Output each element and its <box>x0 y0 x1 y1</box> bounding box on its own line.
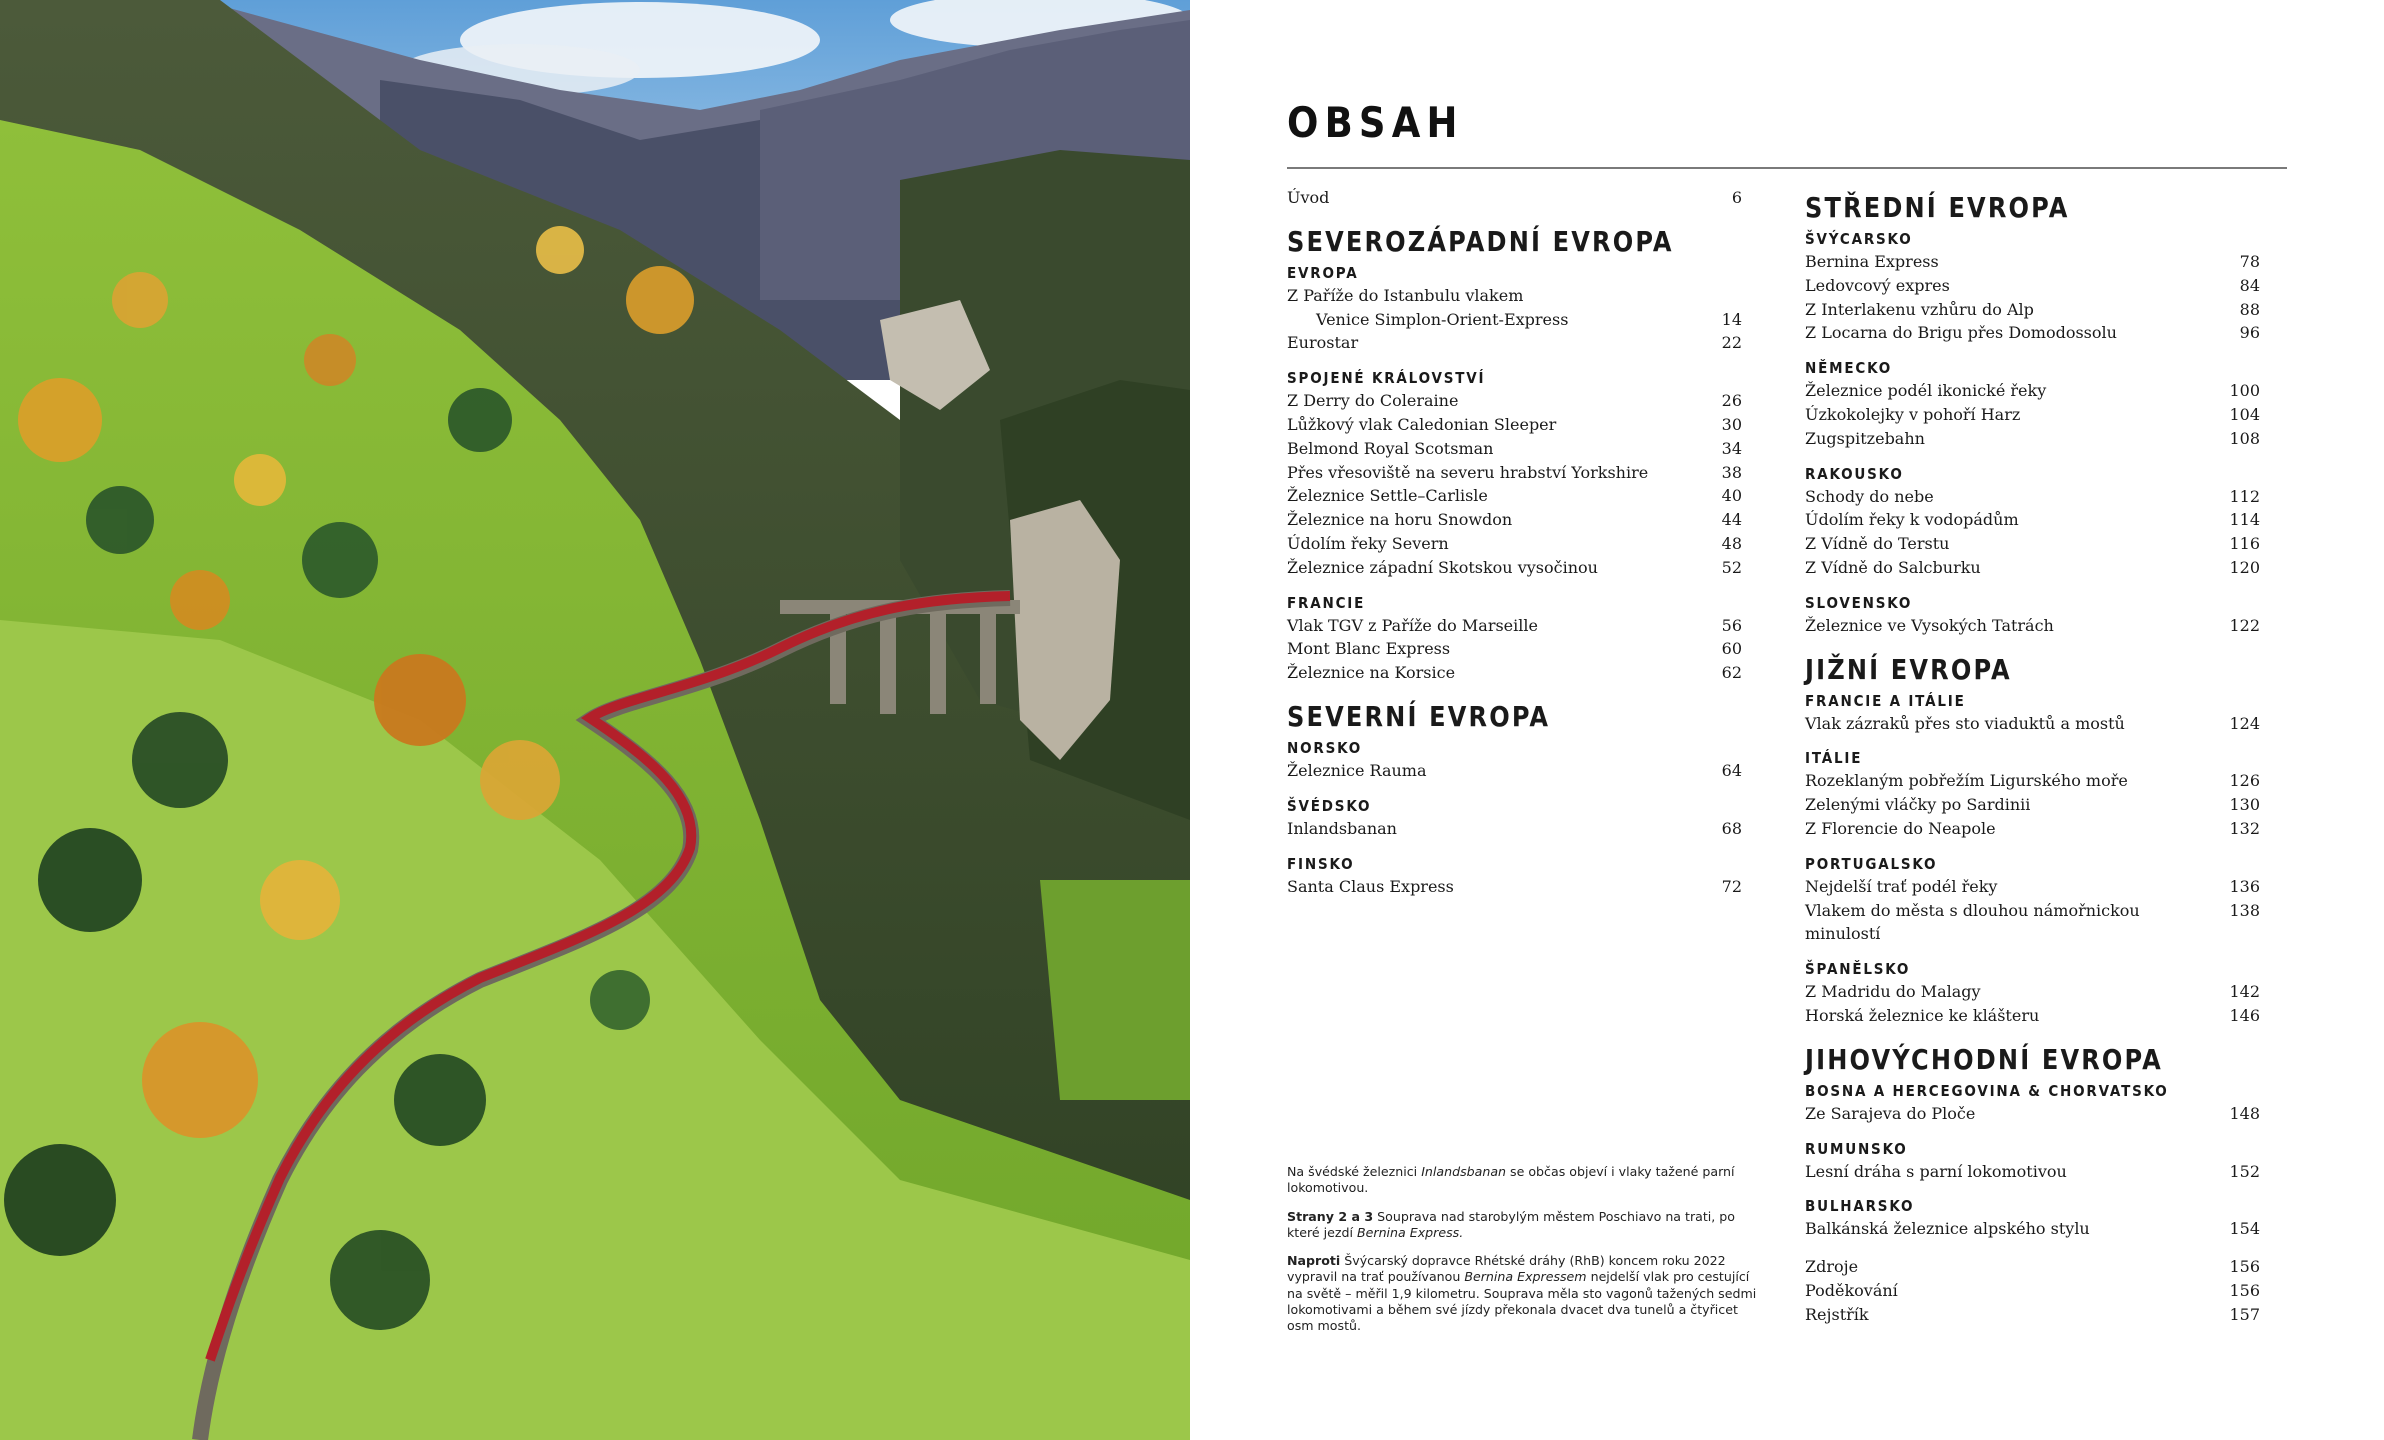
cover-photo <box>0 0 1190 1440</box>
toc-entry[interactable] <box>1287 461 1742 485</box>
toc-entry-title: Poděkování <box>1805 1280 1898 1300</box>
toc-entry[interactable] <box>1805 1255 2260 1279</box>
country-heading: ITÁLIE <box>1805 749 1863 768</box>
toc-entry-title: Přes vřesoviště na severu hrabství Yorkshire <box>1287 462 1649 482</box>
toc-entry[interactable] <box>1287 614 1742 638</box>
toc-entry-page: 34 <box>1721 438 1742 458</box>
toc-entry-title: Eurostar <box>1287 333 1359 353</box>
toc-entry[interactable] <box>1805 614 2260 638</box>
toc-entry-page: 44 <box>1721 510 1742 530</box>
toc-entry-title: Zdroje <box>1805 1257 1859 1277</box>
toc-entry[interactable] <box>1287 556 1742 580</box>
toc-entry-title: Železnice západní Skotskou vysočinou <box>1287 557 1598 577</box>
toc-entry[interactable] <box>1287 532 1742 556</box>
country-heading: BULHARSKO <box>1805 1197 1915 1216</box>
toc-entry-title: Inlandsbanan <box>1287 818 1397 838</box>
toc-entry-title: Z Locarna do Brigu přes Domodossolu <box>1805 323 2117 343</box>
toc-entry-title: Úvod <box>1287 188 1330 207</box>
toc-entry-page: 108 <box>2229 428 2260 448</box>
contents-page <box>1190 0 2384 1440</box>
toc-entry-title: Železnice podél ikonické řeky <box>1805 381 2047 401</box>
toc-entry-page: 104 <box>2229 404 2260 424</box>
toc-entry[interactable] <box>1287 284 1742 332</box>
toc-entry-title: Vlak zázraků přes sto viaduktů a mostů <box>1805 713 2125 733</box>
toc-entry-page: 6 <box>1731 188 1742 207</box>
toc-entry-title: Zelenými vláčky po Sardinii <box>1805 795 2031 815</box>
caption-inlandsbanan: Na švédské železnici Inlandsbanan se občas objeví i vlaky tažené parní lokomotivou. <box>1287 1164 1735 1196</box>
toc-entry[interactable] <box>1805 1217 2260 1241</box>
region-heading: SEVERNÍ EVROPA <box>1287 699 1551 733</box>
toc-entry-title: Nejdelší trať podél řeky <box>1805 876 1998 896</box>
toc-entry[interactable] <box>1805 769 2260 793</box>
toc-entry-title: Z Interlakenu vzhůru do Alp <box>1805 299 2034 319</box>
country-heading: NĚMECKO <box>1805 359 1893 378</box>
country-heading: ŠPANĚLSKO <box>1805 960 1911 979</box>
toc-entry-page: 126 <box>2229 771 2260 791</box>
toc-entry-page: 78 <box>2239 252 2260 271</box>
caption-pages-2-3: Strany 2 a 3 Souprava nad starobylým městem Poschiavo na trati, po které jezdí Bernina Express. <box>1287 1208 1735 1240</box>
toc-entry-page: 120 <box>2229 557 2260 577</box>
toc-entry-page: 38 <box>1721 462 1742 482</box>
toc-entry-title: Úzkokolejky v pohoří Harz <box>1805 404 2021 424</box>
toc-entry-page: 156 <box>2229 1280 2260 1300</box>
toc-entry-page: 152 <box>2229 1161 2260 1181</box>
toc-entry[interactable] <box>1805 403 2260 427</box>
toc-entry-page: 146 <box>2229 1005 2260 1025</box>
photo-captions <box>1287 1164 1757 1347</box>
toc-entry-page: 60 <box>1721 639 1742 659</box>
toc-entry[interactable] <box>1287 661 1742 685</box>
toc-entry-page: 148 <box>2229 1103 2260 1123</box>
contents-right-column <box>1805 188 2260 1327</box>
toc-entry-title: Schody do nebe <box>1805 486 1934 506</box>
toc-entry[interactable] <box>1805 485 2260 509</box>
toc-entry[interactable] <box>1287 484 1742 508</box>
toc-entry[interactable] <box>1805 250 2260 274</box>
toc-entry-page: 100 <box>2229 381 2260 401</box>
toc-entry-title: Z Derry do Coleraine <box>1287 391 1459 411</box>
toc-entry-page: 22 <box>1721 333 1742 353</box>
toc-entry[interactable] <box>1805 1004 2260 1028</box>
toc-entry[interactable] <box>1805 875 2260 899</box>
toc-entry[interactable] <box>1287 508 1742 532</box>
toc-entry[interactable] <box>1287 186 1742 210</box>
toc-entry[interactable] <box>1805 274 2260 298</box>
toc-entry-title: Z Florencie do Neapole <box>1805 818 1996 838</box>
country-heading: BOSNA A HERCEGOVINA & CHORVATSKO <box>1805 1081 2169 1100</box>
toc-entry[interactable] <box>1287 331 1742 355</box>
toc-entry-title: Vlak TGV z Paříže do Marseille <box>1287 615 1538 635</box>
region-heading: STŘEDNÍ EVROPA <box>1805 191 2070 224</box>
toc-entry-title: Údolím řeky Severn <box>1287 533 1449 553</box>
toc-entry[interactable] <box>1805 1160 2260 1184</box>
toc-entry-page: 142 <box>2229 982 2260 1002</box>
toc-entry-page: 112 <box>2229 486 2260 506</box>
country-heading: FINSKO <box>1287 854 1355 873</box>
toc-entry-title: Vlakem do města s dlouhou námořnickou minulostí <box>1805 900 2140 944</box>
toc-entry[interactable] <box>1805 793 2260 817</box>
toc-entry-page: 138 <box>2229 900 2260 920</box>
toc-entry-title: Železnice ve Vysokých Tatrách <box>1805 615 2054 635</box>
toc-entry[interactable] <box>1805 817 2260 841</box>
toc-entry-title: Z Madridu do Malagy <box>1805 982 1981 1002</box>
toc-entry-title: Lesní dráha s parní lokomotivou <box>1805 1161 2067 1181</box>
country-heading: SLOVENSKO <box>1805 593 1913 612</box>
country-heading: RAKOUSKO <box>1805 464 1904 483</box>
toc-entry-page: 116 <box>2229 534 2260 554</box>
toc-entry[interactable] <box>1287 637 1742 661</box>
contents-left-column <box>1287 186 1742 898</box>
toc-entry-title: Z Paříže do Istanbulu vlakem <box>1287 285 1524 305</box>
toc-entry-page: 130 <box>2229 795 2260 815</box>
region-heading: JIHOVÝCHODNÍ EVROPA <box>1805 1042 2163 1076</box>
toc-entry-page: 64 <box>1721 760 1742 780</box>
toc-entry-page: 157 <box>2229 1304 2260 1324</box>
toc-entry-title: Balkánská železnice alpského stylu <box>1805 1219 2090 1239</box>
page-title: OBSAH <box>1287 98 1464 147</box>
toc-entry-title: Lůžkový vlak Caledonian Sleeper <box>1287 414 1557 434</box>
country-heading: PORTUGALSKO <box>1805 854 1938 873</box>
country-heading: EVROPA <box>1287 263 1359 282</box>
toc-entry[interactable] <box>1805 1303 2260 1327</box>
toc-entry-title: Mont Blanc Express <box>1287 639 1451 659</box>
toc-entry-page: 88 <box>2239 299 2260 319</box>
toc-entry[interactable] <box>1805 298 2260 322</box>
toc-entry-page: 132 <box>2229 818 2260 838</box>
toc-entry-title: Údolím řeky k vodopádům <box>1805 510 2019 530</box>
toc-entry-page: 96 <box>2239 323 2260 343</box>
toc-entry-title-continued: Venice Simplon-Orient-Express <box>1316 309 1569 329</box>
toc-entry[interactable] <box>1805 899 2260 947</box>
toc-entry[interactable] <box>1805 1279 2260 1303</box>
toc-entry-title: Ledovcový expres <box>1805 275 1950 295</box>
toc-entry[interactable] <box>1805 556 2260 580</box>
toc-entry-page: 48 <box>1721 533 1742 553</box>
toc-entry-title: Z Vídně do Terstu <box>1805 534 1950 554</box>
toc-entry-page: 124 <box>2229 713 2260 733</box>
toc-entry[interactable] <box>1287 817 1742 841</box>
country-heading: RUMUNSKO <box>1805 1139 1908 1158</box>
country-heading: ŠVÝCARSKO <box>1805 230 1913 248</box>
title-divider <box>1287 167 2287 169</box>
country-heading: NORSKO <box>1287 738 1363 757</box>
caption-opposite: Naproti Švýcarský dopravce Rhétské dráhy (RhB) koncem roku 2022 vypravil na trať používanou Bernina Expressem nejdelší vlak pro cestující na světě – měřil 1,9 kilometru. Souprava měla sto vagonů tažených sedmi lokomotivami a během své jízdy překonala dvacet dva tunelů a čtyřicet osm mostů. <box>1287 1253 1757 1334</box>
toc-entry-title: Železnice Settle–Carlisle <box>1287 486 1488 506</box>
toc-entry[interactable] <box>1805 508 2260 532</box>
toc-entry-page: 122 <box>2229 615 2260 635</box>
toc-entry-page: 56 <box>1721 615 1742 635</box>
toc-entry-page: 72 <box>1721 876 1742 896</box>
toc-entry-page: 14 <box>1721 309 1742 329</box>
toc-entry[interactable] <box>1805 427 2260 451</box>
railway-landscape-photo-icon <box>0 0 1190 1440</box>
toc-entry-page: 136 <box>2229 876 2260 896</box>
toc-entry-title: Železnice na Korsice <box>1287 663 1456 683</box>
toc-entry-page: 52 <box>1721 557 1742 577</box>
toc-entry[interactable] <box>1287 875 1742 899</box>
toc-entry-title: Rozeklaným pobřežím Ligurského moře <box>1805 771 2128 791</box>
toc-entry-page: 26 <box>1721 391 1742 411</box>
region-heading: JIŽNÍ EVROPA <box>1805 652 2012 686</box>
toc-entry-page: 68 <box>1721 818 1742 838</box>
country-heading: FRANCIE <box>1287 593 1366 612</box>
toc-entry-title: Zugspitzebahn <box>1805 428 1925 448</box>
toc-entry[interactable] <box>1805 379 2260 403</box>
toc-entry[interactable] <box>1287 413 1742 437</box>
toc-entry[interactable] <box>1287 437 1742 461</box>
toc-entry-page: 154 <box>2229 1219 2260 1239</box>
toc-entry-page: 62 <box>1721 663 1742 683</box>
toc-entry-title: Rejstřík <box>1805 1304 1869 1324</box>
toc-entry[interactable] <box>1805 1102 2260 1126</box>
toc-entry-title: Santa Claus Express <box>1287 876 1454 896</box>
toc-entry-page: 30 <box>1721 414 1742 434</box>
toc-entry-title: Z Vídně do Salcburku <box>1805 557 1981 577</box>
toc-entry-page: 40 <box>1721 486 1742 506</box>
toc-entry-title: Bernina Express <box>1805 252 1939 271</box>
toc-entry[interactable] <box>1287 759 1742 783</box>
toc-entry-title: Železnice Rauma <box>1287 760 1427 780</box>
country-heading: FRANCIE A ITÁLIE <box>1805 691 1966 710</box>
toc-entry-title: Železnice na horu Snowdon <box>1287 510 1513 530</box>
toc-entry-title: Ze Sarajeva do Ploče <box>1805 1103 1976 1123</box>
toc-entry[interactable] <box>1805 980 2260 1004</box>
toc-entry[interactable] <box>1287 389 1742 413</box>
toc-entry[interactable] <box>1805 532 2260 556</box>
toc-entry-page: 114 <box>2229 510 2260 530</box>
toc-entry-title: Horská železnice ke klášteru <box>1805 1005 2040 1025</box>
toc-entry-page: 156 <box>2229 1257 2260 1277</box>
toc-entry-title: Belmond Royal Scotsman <box>1287 438 1494 458</box>
region-heading: SEVEROZÁPADNÍ EVROPA <box>1287 224 1674 258</box>
toc-entry[interactable] <box>1805 712 2260 736</box>
country-heading: SPOJENÉ KRÁLOVSTVÍ <box>1287 369 1486 388</box>
country-heading: ŠVÉDSKO <box>1287 796 1372 815</box>
toc-entry[interactable] <box>1805 321 2260 345</box>
toc-entry-page: 84 <box>2239 275 2260 295</box>
